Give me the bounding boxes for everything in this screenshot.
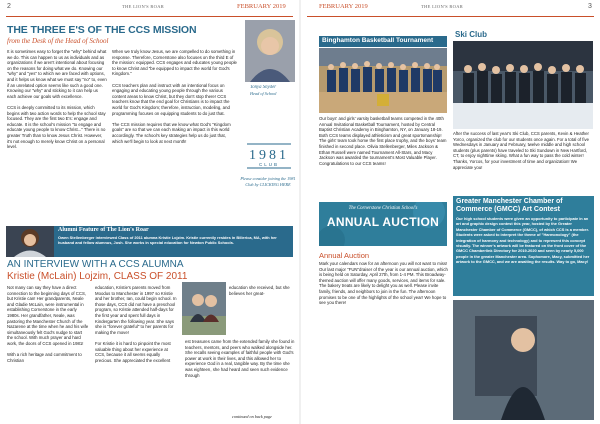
interview-column-3b: est treasures came from the extended family she found in teachers, mentors, and peers who walked alongside her. She recalls seeing examples of faithful people with God's power at work in their lives, and this allowed her to experience God in a real, tangible way. By the time she was eighteen, she had heard and seen such evidence through [185,339,295,378]
club-word: CLUB [258,162,280,167]
art-contest-photo-icon [453,300,594,420]
interview-column-1: Not many can say they have a direct connection to the beginning days of CCS, but Kristie can! Her grandparents, Neale and Gladie McLain, were instrumental in establishing Cornerstone in the early 1980s. Her grandfather, Neale, was pastoring the Manchester Church of the Nazarene at the time when he and his wife simultaneously felt God's nudge to start the school. With much prayer and hard work, the doors of CCS opened in 1981! With a rich heritage and commitment to Christian [7,285,89,363]
interview-column-2: education, Kristie's parents moved from Moodus to Manchester in 1997 so Kristie and her brother, Ian, could begin school. In those days, CCS did not have a preschool program, so Kristie attended half-days for the first year and spent full days in Kindergarten the following year. She says she is "forever grateful" to her parents for making the move! For Kristie it is hard to pinpoint the most valuable thing about her experience at CCS, because it all seems equally precious. She appreciated the excellent [95,285,177,363]
alumna-family-photo [182,282,226,335]
mission-subtitle: from the Desk of the Head of School [7,37,109,45]
left-header [0,3,299,15]
auction-body: Mark your calendars now for an afternoon you will not want to miss! Our last major "FUN"draiser of the year is our annual auction, which is being held on Saturday, April 27th, from 1-4 PM. This Broadway-themed auction will offer many goods, services, and items for sale. The bakery treats are likely to delight you as well. Please invite family, friends, and neighbors to join in the fun. The afternoon promises to be one of the highlights of the school year! We hope to see you there! [319,261,448,306]
left-page [0,0,299,424]
auction-banner-title: ANNUAL AUCTION [326,215,440,229]
mission-column-1: It is sometimes easy to forget the "why" behind what we do. This can happen to us as individuals and as organizations if we aren't intentional about focusing on the reasons for doing what we do. Knowing our "why" and "yes" to which we are faced with options, and it helps us know what we must say "no" to, even if an unrelated option seems like such a good one. Knowing our "why" and sticking to it can help us each achieve our goals with excellence. CCS is deeply committed to its mission, which begins with two action words to help the school stay focused. They are the first two E's: engage and educate. It is the school's mission "to engage and educate young people to know Christ..." There is no greater Truth than to know Jesus Christ. However, it's not enough to merely know Christ on a personal level. [7,49,107,150]
interview-name: Kristie (McLain) Lojzim, CLASS OF 2011 [7,271,188,282]
issue-month: FEBRUARY 2019 [237,3,286,10]
club-caption[interactable]: Please consider joining the 1981 Club by CLICKING HERE [240,176,296,187]
gmcc-body: Our high school students were given an opportunity to participate in an art and graphic design contest this year, hosted by the Greater Manchester Chamber of Commerce (GMCC), of which CCS is a member. Students were asked to interpret the theme of "Harmonology" (the integration of harmony and technology) and to represent this concept visually. The winner's artwork will be featured on the front cover of the GMCC Chamberlink Directory for 2019-2020 and seen by nearly 5,000 people in the greater Manchester area. Sophomore, Macy, submitted her artwork to the GMCC, and we are awaiting the results. Way to go, Macy! [456,216,590,265]
alumna-portrait-icon [6,226,54,257]
alumni-feature-heading: Alumni Feature of The Lion's Roar [58,227,149,233]
head-name: Tonya Snyder [250,85,277,90]
page-number: 2 [7,3,11,10]
bball-team-photo [319,48,447,113]
right-page [301,0,600,424]
page-number: 3 [588,3,592,10]
club-number: 1981 [249,148,289,163]
head-title: Head of School [250,91,277,96]
portrait-icon [245,20,295,82]
ski-photo-icon [453,41,593,129]
gmcc-photo [453,300,594,420]
interview-column-3a: education she received, but she believes her great- [229,285,290,296]
ski-club-photo [453,41,593,129]
team-photo-icon [319,48,447,113]
gmcc-heading: Greater Manchester Chamber of Commerce (GMCC) Art Contest [456,198,563,213]
alumna-photo [6,226,54,257]
issue-month: FEBRUARY 2019 [319,3,368,10]
auction-heading: Annual Auction [319,251,370,260]
family-photo-icon [182,282,226,335]
right-header [301,3,600,15]
bball-heading: Binghamton Basketball Tournament [322,37,434,44]
auction-org: The Cornerstone Christian School's [348,206,418,211]
alumni-feature-body: Owen Stellenberger interviewed Class of 2011 alumna Kristie Lojzim. Kristie currently resides in Billerica, MA, with her husband and fellow alumnus, Josh. She works in special education for Newton Public Schools. [58,235,277,245]
mission-column-2: When we truly know Jesus, we are compelled to do something in response. Therefore, Cornerstone also focuses on the third E of the mission: equipped. CCS engages and educates young people to know Christ and "be equipped to impact the world for God's Kingdom." CCS teachers plan and instruct with an intentional focus on engaging and educating young people through the various content areas to know Christ, but they don't stop there! CCS teachers know that the end goal for Christians is to impact the world for God's Kingdom; therefore, instruction, modeling, and programming focuses on equipping students to do just that. The CCS mission requires that we know what God's "Kingdom goals" are so that we can each making an impact in this world accordingly. The school's key strategies help us do just that, which we'll begin to look at next month! [112,49,237,144]
header-rule [6,16,293,17]
publication-name: THE LION'S ROAR [122,4,165,9]
publication-name: THE LION'S ROAR [421,4,464,9]
mission-title: THE THREE E'S OF THE CCS MISSION [7,24,197,36]
interview-title: AN INTERVIEW WITH A CCS ALUMNA [7,259,184,270]
ski-body: After the success of last year's Ski Club, CCS parents, Kevin & Heather Yorco, organized the club for our students once again. For a total of five Wednesdays in January and February, twelve middle and high school students (plus parents) have traveled to Ski Sundown in New Hartford, CT, to enjoy nighttime skiing. What a fun way to pass the cold winter! Thanks, Yorcos, for your investment of time and organization! We appreciate you! [453,131,589,170]
club-logo-graphic [245,140,293,172]
continued-note: continued on back page [232,414,272,419]
club-logo[interactable] [245,140,293,172]
bball-body: Our boys' and girls' varsity basketball teams competed in the 40th Annual Invitational Basketball Tournament, hosted by Central Baptist Christian Academy in Binghamton, NY, on January 18-19. Both CCS teams displayed athleticism and great sportsmanship! The girls' team took home the first place trophy, and the boys' team finished in second place. Olivia Stellenberger, Miles Jackson & Ethan Russell were named Tournament All-Stars, and Macy Jackson was awarded the tournament's Most Valuable Player. Congratulations to our CCS teams! [319,116,447,166]
header-rule [307,16,594,17]
head-of-school-photo [245,20,295,82]
ski-heading: Ski Club [455,30,488,39]
